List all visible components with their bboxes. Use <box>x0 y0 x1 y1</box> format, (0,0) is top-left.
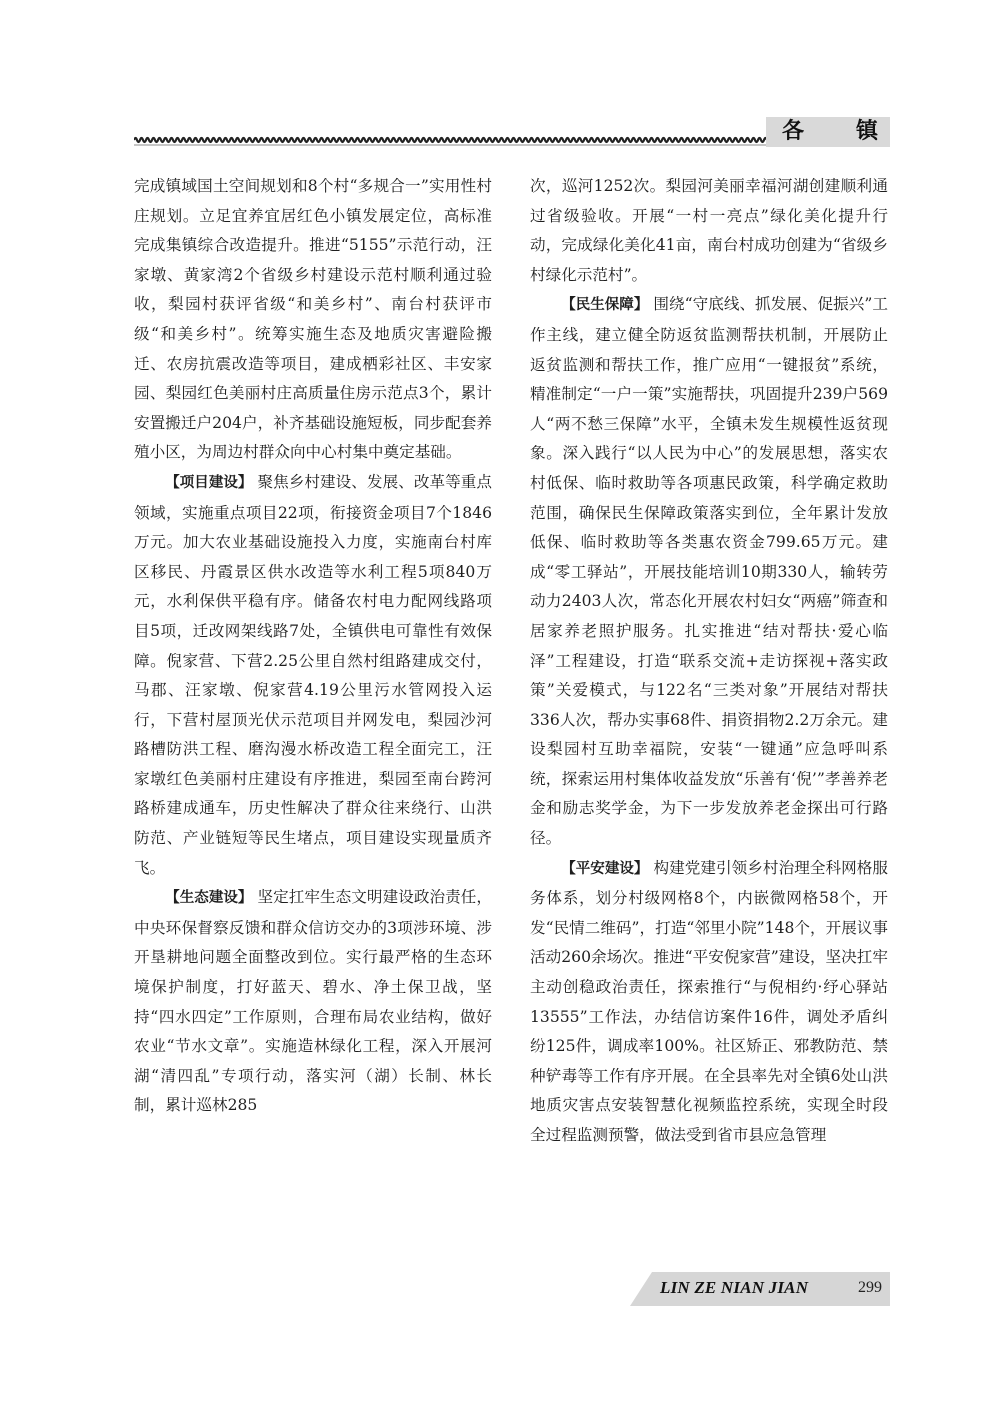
paragraph-project-text: 聚焦乡村建设、发展、改革等重点领域，实施重点项目22项，衔接资金项目7个1846万元。加大农业基础设施投入力度，实施南台村库区移民、丹霞景区供水改造等水利工程5项840万元，水利保供平稳有序。储备农村电力配网线路项目5项，迁改网架线路7处，全镇供电可靠性有效保障。倪家营、下营2.25公里自然村组路建成交付，马郡、汪家墩、倪家营4.19公里污水管网投入运行，下营村屋顶光伏示范项目并网发电，梨园沙河路槽防洪工程、磨沟漫水桥改造工程全面完工，汪家墩红色美丽村庄建设有序推进，梨园至南台跨河路桥建成通车，历史性解决了群众往来绕行、山洪防范、产业链短等民生堵点，项目建设实现量质齐飞。 <box>134 472 492 877</box>
paragraph-livelihood-text: 围绕“守底线、抓发展、促振兴”工作主线，建立健全防返贫监测帮扶机制，开展防止返贫监测和帮扶工作，推广应用“一键报贫”系统，精准制定“一户一策”实施帮扶，巩固提升239户569人“两不愁三保障”水平，全镇未发生规模性返贫现象。深入践行“以人民为中心”的发展思想，落实农村低保、临时救助等各项惠民政策，科学确定救助范围，确保民生保障政策落实到位，全年累计发放低保、临时救助等各类惠农资金799.65万元。建成“零工驿站”，开展技能培训10期330人，输转劳动力2403人次，常态化开展农村妇女“两癌”筛查和居家养老照护服务。扎实推进“结对帮扶·爱心临泽”工程建设，打造“联系交流+走访探视+落实政策”关爱模式，与122名“三类对象”开展结对帮扶336人次，帮办实事68件、捐资捐物2.2万余元。建设梨园村互助幸福院，安装“一键通”应急呼叫系统，探索运用村集体收益发放“乐善有‘倪’”孝善养老金和励志奖学金，为下一步发放养老金探出可行路径。 <box>530 295 888 848</box>
section-tab: 各镇 <box>766 117 890 147</box>
paragraph-continuation-right: 次，巡河1252次。梨园河美丽幸福河湖创建顺利通过省级验收。开展“一村一亮点”绿化美化提升行动，完成绿化美化41亩，南台村成功创建为“省级乡村绿化示范村”。 <box>530 177 888 284</box>
left-column <box>134 172 492 1121</box>
right-column <box>530 172 888 1151</box>
paragraph-ecology-text: 坚定扛牢生态文明建设政治责任，中央环保督察反馈和群众信访交办的3项涉环境、涉开垦耕地问题全面整改到位。实行最严格的生态环境保护制度，打好蓝天、碧水、净土保卫战，坚持“四水四定”工作原则，合理布局农业结构，做好农业“节水文章”。实施造林绿化工程，深入开展河湖“清四乱”专项行动，落实河（湖）长制、林长制，累计巡林285 <box>134 888 492 1115</box>
heading-safety: 【平安建设】 <box>561 860 649 877</box>
footer-band <box>630 1272 890 1306</box>
heading-livelihood: 【民生保障】 <box>561 297 649 314</box>
footer-title: LIN ZE NIAN JIAN <box>660 1278 809 1297</box>
heading-project: 【项目建设】 <box>165 474 253 491</box>
page-number: 299 <box>858 1279 882 1296</box>
paragraph-ecology <box>134 883 492 1121</box>
paragraph-safety <box>530 854 888 1151</box>
paragraph-continuation: 完成镇域国土空间规划和8个村“多规合一”实用性村庄规划。立足宜养宜居红色小镇发展定位，高标准完成集镇综合改造提升。推进“5155”示范行动，汪家墩、黄家湾2个省级乡村建设示范村顺利通过验收，梨园村获评省级“和美乡村”、南台村获评市级“和美乡村”。统筹实施生态及地质灾害避险搬迁、农房抗震改造等项目，建成栖彩社区、丰安家园、梨园红色美丽村庄高质量住房示范点3个，累计安置搬迁户204户，补齐基础设施短板，同步配套养殖小区，为周边村群众向中心村集中奠定基础。 <box>134 177 492 462</box>
paragraph-livelihood <box>530 290 888 853</box>
paragraph-project <box>134 468 492 883</box>
paragraph-safety-text: 构建党建引领乡村治理全科网格服务体系，划分村级网格8个，内嵌微网格58个，开发“民情二维码”，打造“邻里小院”148个，开展议事活动260余场次。推进“平安倪家营”建设，坚决扛牢主动创稳政治责任，探索推行“与倪相约·纾心驿站13555”工作法，办结信访案件16件，调处矛盾纠纷125件，调成率100%。社区矫正、邪教防范、禁种铲毒等工作有序开展。在全县率先对全镇6处山洪地质灾害点安装智慧化视频监控系统，实现全时段全过程监测预警，做法受到省市县应急管理 <box>530 858 888 1144</box>
heading-ecology: 【生态建设】 <box>165 890 253 907</box>
header-wavy-rule <box>134 133 774 147</box>
